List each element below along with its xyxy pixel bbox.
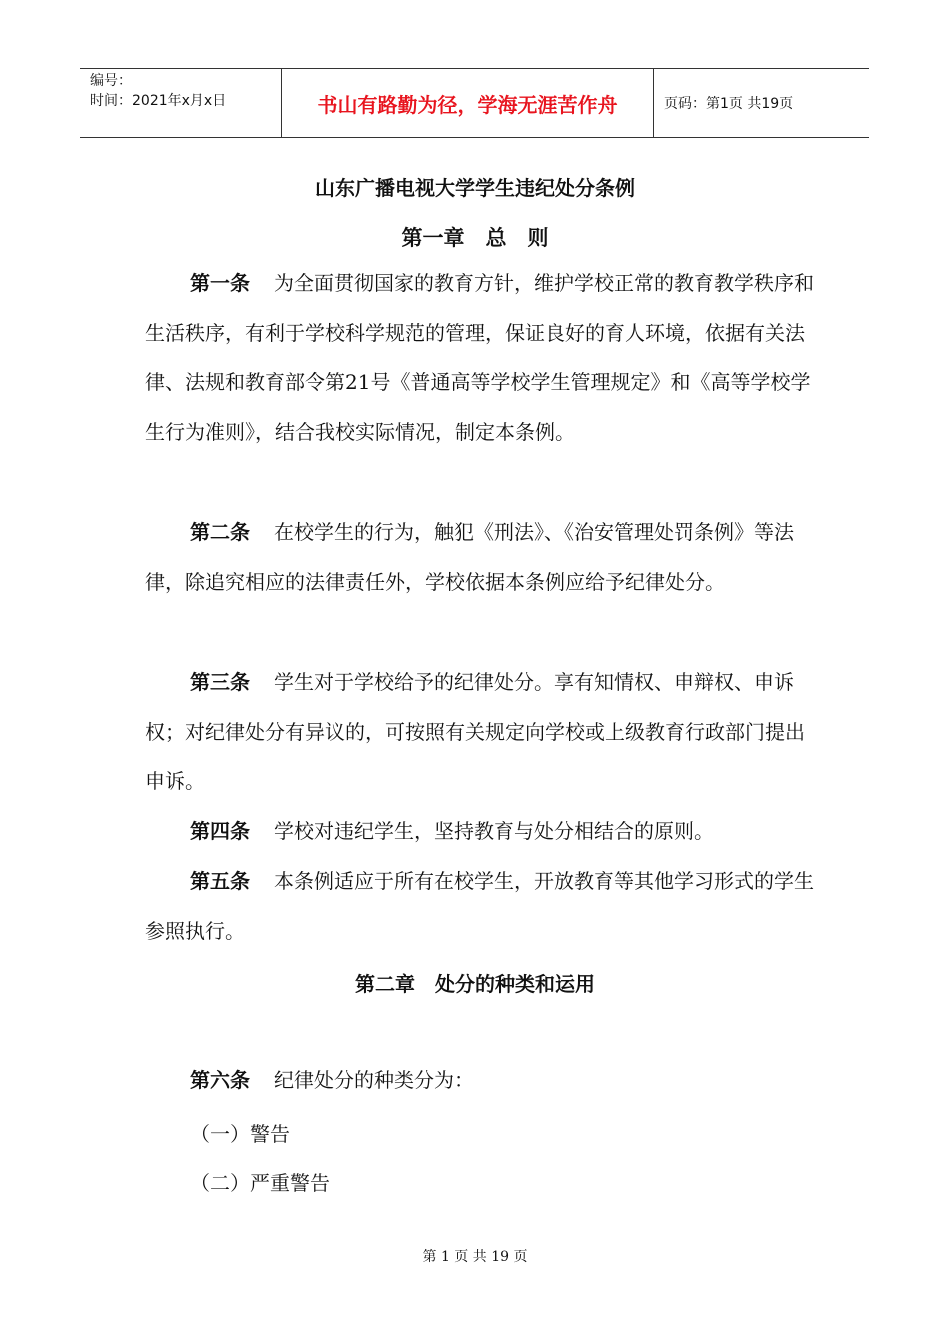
article-label: 第三条 bbox=[190, 670, 250, 694]
article-label: 第二条 bbox=[190, 520, 250, 544]
header-motto: 书山有路勤为径，学海无涯苦作舟 bbox=[282, 69, 654, 137]
chapter-2-heading: 第二章 处分的种类和运用 bbox=[355, 972, 595, 996]
article-3 bbox=[145, 658, 815, 807]
article-2 bbox=[145, 508, 815, 607]
code-label: 编号： bbox=[90, 73, 132, 89]
article-label: 第一条 bbox=[190, 271, 250, 295]
article-text: 学校对违纪学生，坚持教育与处分相结合的原则。 bbox=[274, 819, 714, 843]
article-1 bbox=[145, 259, 815, 457]
list-item: （二）严重警告 bbox=[190, 1171, 330, 1195]
page-footer: 第 1 页 共 19 页 bbox=[422, 1249, 528, 1265]
date-label: 时间：2021年x月x日 bbox=[90, 93, 227, 109]
article-text: 在校学生的行为，触犯《刑法》、《治安管理处罚条例》等法律，除追究相应的法律责任外，学校依据本条例应给予纪律处分。 bbox=[145, 520, 794, 594]
header-left-cell bbox=[80, 69, 282, 137]
header-page-info: 页码：第1页 共19页 bbox=[664, 96, 794, 112]
document-title: 山东广播电视大学学生违纪处分条例 bbox=[315, 176, 635, 200]
header-table bbox=[80, 68, 869, 138]
article-label: 第四条 bbox=[190, 819, 250, 843]
chapter-1-heading: 第一章 总 则 bbox=[401, 226, 549, 250]
article-text: 本条例适应于所有在校学生，开放教育等其他学习形式的学生参照执行。 bbox=[145, 869, 814, 943]
article-5 bbox=[145, 857, 815, 956]
list-item: （一）警告 bbox=[190, 1122, 290, 1146]
article-text: 学生对于学校给予的纪律处分。享有知情权、申辩权、申诉权；对纪律处分有异议的，可按照有关规定向学校或上级教育行政部门提出申诉。 bbox=[145, 670, 805, 793]
article-label: 第六条 bbox=[190, 1068, 250, 1092]
article-text: 纪律处分的种类分为： bbox=[274, 1068, 474, 1092]
article-label: 第五条 bbox=[190, 869, 250, 893]
article-6 bbox=[145, 1056, 815, 1106]
article-4 bbox=[145, 807, 815, 857]
article-text: 为全面贯彻国家的教育方针，维护学校正常的教育教学秩序和生活秩序，有利于学校科学规范的管理，保证良好的育人环境，依据有关法律、法规和教育部令第21号《普通高等学校学生管理规定》和《高等学校学生行为准则》，结合我校实际情况，制定本条例。 bbox=[145, 271, 814, 444]
